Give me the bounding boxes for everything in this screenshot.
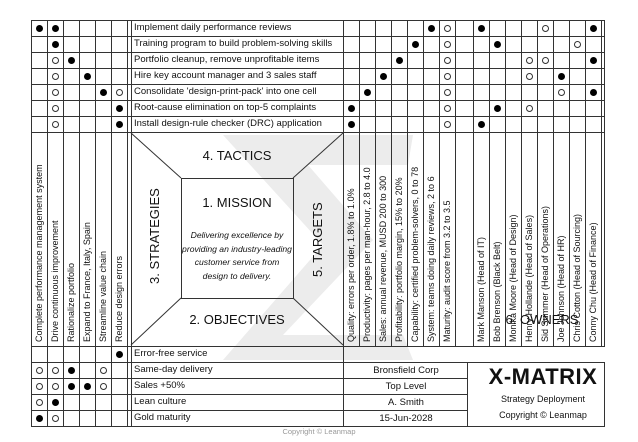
weak-correlation-circle	[36, 383, 43, 390]
target-item: Quality: errors per order, 1.8% to 1.0%	[346, 188, 356, 342]
tactics-label: 4. TACTICS	[202, 148, 272, 163]
weak-correlation-circle	[52, 383, 59, 390]
mission-statement: Delivering excellence by providing an industry-leading customer service from design to delivery.	[182, 230, 292, 281]
weak-correlation-circle	[100, 367, 107, 374]
weak-correlation-circle	[526, 105, 533, 112]
objective-item: Gold maturity	[134, 412, 191, 423]
tactic-item: Hire key account manager and 3 sales staff	[134, 70, 317, 81]
strategy-item: Drive continuous improvement	[50, 220, 60, 342]
weak-correlation-circle	[444, 25, 451, 32]
weak-correlation-circle	[100, 383, 107, 390]
owner-item: Monika Moore (Head of Design)	[508, 214, 518, 342]
weak-correlation-circle	[52, 367, 59, 374]
strong-correlation-dot	[36, 25, 43, 32]
weak-correlation-circle	[116, 89, 123, 96]
strong-correlation-dot	[52, 25, 59, 32]
owner-item: Mark Manson (Head of IT)	[476, 236, 486, 342]
owner-item: Sid Summer (Head of Operations)	[540, 205, 550, 342]
weak-correlation-circle	[526, 57, 533, 64]
tactic-item: Portfolio cleanup, remove unprofitable items	[134, 54, 320, 65]
author: A. Smith	[388, 397, 424, 408]
owner-item: Henry Hollande (Head of Sales)	[524, 214, 534, 342]
strong-correlation-dot	[84, 383, 91, 390]
xmatrix-subtitle: Strategy Deployment	[500, 394, 586, 404]
strong-correlation-dot	[68, 57, 75, 64]
strong-correlation-dot	[116, 121, 123, 128]
strong-correlation-dot	[68, 367, 75, 374]
strong-correlation-dot	[52, 41, 59, 48]
strong-correlation-dot	[380, 73, 387, 80]
targets-label: 5. TARGETS	[310, 202, 325, 278]
owner-item: Chris Cotton (Head of Sourcing)	[572, 213, 582, 342]
strategy-item: Expand to France, Italy, Spain	[82, 222, 92, 342]
strong-correlation-dot	[116, 105, 123, 112]
strong-correlation-dot	[478, 121, 485, 128]
owner-item: Conny Chu (Head of Finance)	[588, 222, 598, 342]
objective-item: Same-day delivery	[134, 364, 213, 375]
weak-correlation-circle	[52, 105, 59, 112]
weak-correlation-circle	[36, 367, 43, 374]
tactic-item: Install design-rule checker (DRC) application	[134, 118, 322, 129]
target-item: Sales: annual revenue, MUSD 200 to 300	[378, 175, 388, 342]
strong-correlation-dot	[558, 73, 565, 80]
target-item: Maturity: audit score from 3.2 to 3.5	[442, 200, 452, 342]
strong-correlation-dot	[428, 25, 435, 32]
level: Top Level	[385, 381, 427, 392]
strong-correlation-dot	[590, 89, 597, 96]
strong-correlation-dot	[396, 57, 403, 64]
strong-correlation-dot	[590, 25, 597, 32]
weak-correlation-circle	[444, 89, 451, 96]
strong-correlation-dot	[84, 73, 91, 80]
strategies-label: 3. STRATEGIES	[147, 188, 162, 284]
strong-correlation-dot	[412, 41, 419, 48]
target-item: System: teams doing daily reviews, 2 to 6	[426, 176, 436, 342]
objectives-label: 2. OBJECTIVES	[189, 312, 285, 327]
target-item: Capability: certified problem-solvers, 0 to 78	[410, 166, 420, 342]
strong-correlation-dot	[364, 89, 371, 96]
weak-correlation-circle	[52, 73, 59, 80]
weak-correlation-circle	[526, 73, 533, 80]
objective-item: Error-free service	[134, 348, 208, 359]
tactic-item: Consolidate 'design-print-pack' into one cell	[134, 86, 317, 97]
weak-correlation-circle	[52, 415, 59, 422]
strong-correlation-dot	[116, 351, 123, 358]
strategy-item: Streamline value chain	[98, 250, 108, 342]
tactic-item: Root-cause elimination on top-5 complaints	[134, 102, 317, 113]
strategy-item: Complete performance management system	[34, 164, 44, 342]
objective-item: Sales +50%	[134, 380, 185, 391]
target-item: Profitability: portfolio margin, 15% to 20%	[394, 177, 404, 342]
xmatrix-copyright: Copyright © Leanmap	[499, 410, 587, 420]
strong-correlation-dot	[348, 105, 355, 112]
strategy-item: Reduce design errors	[114, 255, 124, 342]
strong-correlation-dot	[494, 105, 501, 112]
weak-correlation-circle	[558, 89, 565, 96]
weak-correlation-circle	[52, 57, 59, 64]
owner-item: Bob Brenson (Black Belt)	[492, 241, 502, 342]
weak-correlation-circle	[542, 57, 549, 64]
mission-title: 1. MISSION	[202, 195, 272, 210]
weak-correlation-circle	[36, 399, 43, 406]
owner-item: Joe Johnson (Head of HR)	[556, 235, 566, 342]
tactic-item: Implement daily performance reviews	[134, 22, 292, 33]
objective-item: Lean culture	[134, 396, 187, 407]
xmatrix-title: X-MATRIX	[488, 364, 598, 389]
strong-correlation-dot	[348, 121, 355, 128]
weak-correlation-circle	[52, 121, 59, 128]
strategy-item: Rationalize portfolio	[66, 262, 76, 342]
weak-correlation-circle	[444, 121, 451, 128]
footer-copyright: Copyright © Leanmap	[282, 427, 356, 436]
owners-label: 6. OWNERS	[505, 312, 579, 327]
tactic-item: Training program to build problem-solving skills	[134, 38, 333, 49]
company-name: Bronsfield Corp	[373, 365, 439, 376]
weak-correlation-circle	[444, 105, 451, 112]
weak-correlation-circle	[444, 57, 451, 64]
weak-correlation-circle	[574, 41, 581, 48]
strong-correlation-dot	[100, 89, 107, 96]
strong-correlation-dot	[36, 415, 43, 422]
strong-correlation-dot	[494, 41, 501, 48]
strong-correlation-dot	[590, 57, 597, 64]
target-item: Productivity: pages per man-hour, 2.8 to 4.0	[362, 167, 372, 342]
weak-correlation-circle	[444, 41, 451, 48]
weak-correlation-circle	[542, 25, 549, 32]
date: 15-Jun-2028	[379, 413, 433, 424]
strong-correlation-dot	[478, 25, 485, 32]
strong-correlation-dot	[68, 383, 75, 390]
strong-correlation-dot	[52, 399, 59, 406]
weak-correlation-circle	[52, 89, 59, 96]
weak-correlation-circle	[444, 73, 451, 80]
